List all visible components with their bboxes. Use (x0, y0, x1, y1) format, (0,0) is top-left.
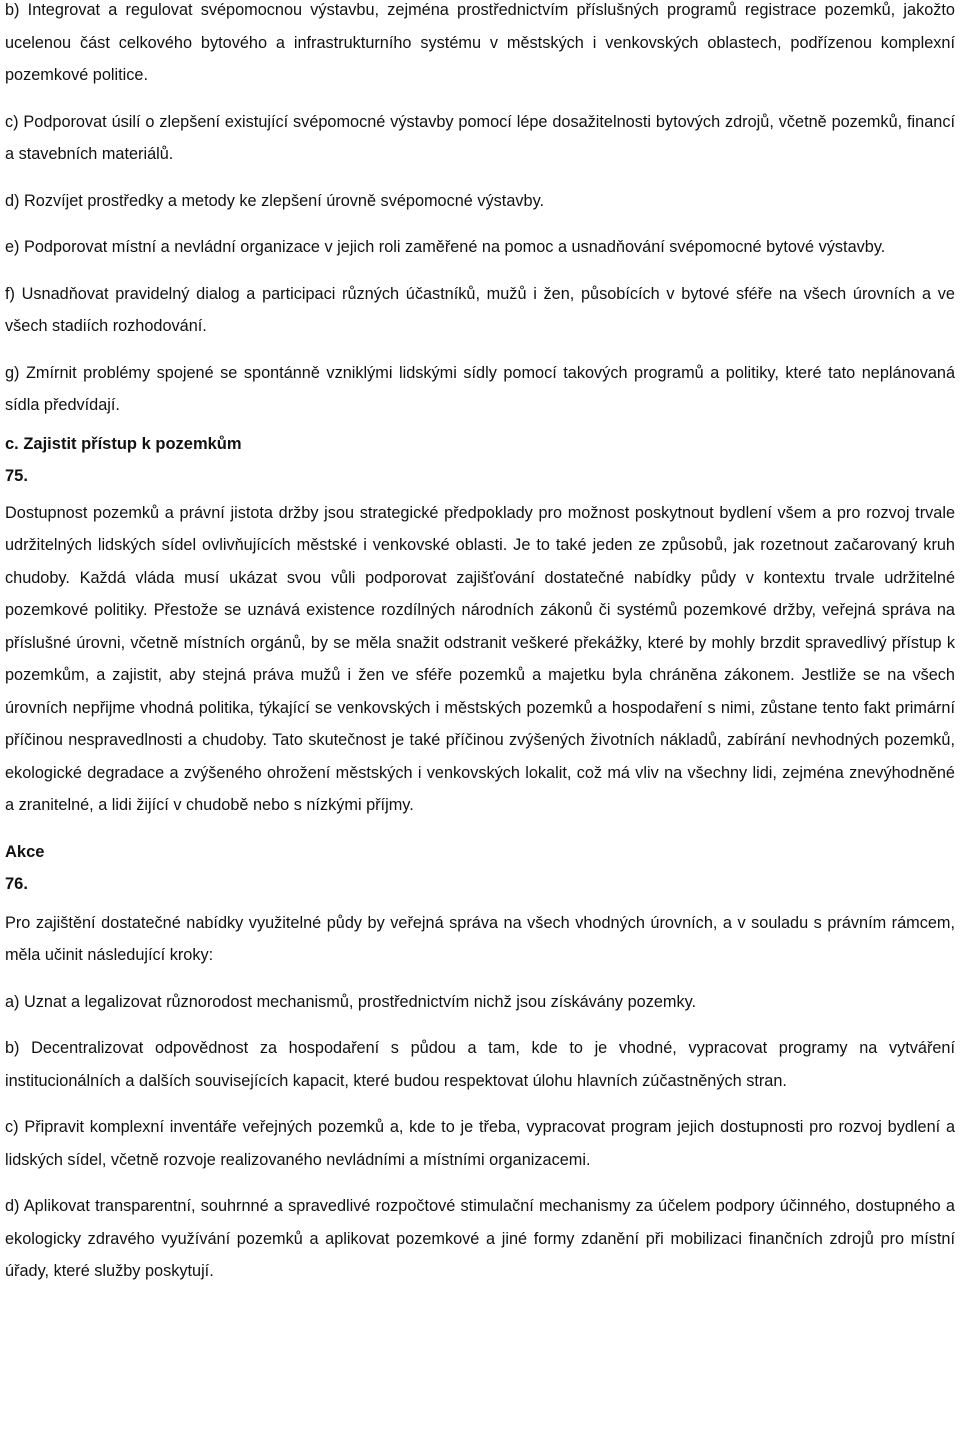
section-number-76: 76. (5, 875, 28, 893)
paragraph-c: c) Podporovat úsilí o zlepšení existující svépomocné výstavby pomocí lépe dosažitelnosti bytových zdrojů, včetně pozemků, financí a stavebních materiálů. (5, 112, 955, 163)
section-heading-akce: Akce (5, 842, 45, 861)
action-item-a: a) Uznat a legalizovat různorodost mechanismů, prostřednictvím nichž jsou získávány pozemky. (5, 992, 697, 1011)
paragraph-g: g) Zmírnit problémy spojené se spontánně vzniklými lidskými sídly pomocí takových programů a politiky, které tato neplánovaná sídla předvídají. (5, 363, 955, 414)
section-number-75: 75. (5, 467, 28, 485)
section-heading-land-access: c. Zajistit přístup k pozemkům (5, 434, 242, 453)
paragraph-d: d) Rozvíjet prostředky a metody ke zlepšení úrovně svépomocné výstavby. (5, 191, 545, 210)
action-item-d: d) Aplikovat transparentní, souhrnné a spravedlivé rozpočtové stimulační mechanismy za účelem podpory účinného, dostupného a ekologicky zdravého využívání pozemků a aplikovat pozemkové a jiné formy zdanění při mobilizaci finančních zdrojů pro místní úřady, které služby poskytují. (5, 1197, 955, 1280)
paragraph-e: e) Podporovat místní a nevládní organizace v jejich roli zaměřené na pomoc a usnadňování svépomocné bytové výstavby. (5, 238, 886, 256)
paragraph-b: b) Integrovat a regulovat svépomocnou výstavbu, zejména prostřednictvím příslušných programů registrace pozemků, jakožto ucelenou část celkového bytového a infrastrukturního systému v městských i venkovských oblastech, podřízenou komplexní pozemkové politice. (5, 1, 955, 84)
paragraph-75-body: Dostupnost pozemků a právní jistota držby jsou strategické předpoklady pro možnost poskytnout bydlení všem a pro rozvoj trvale udržitelných lidských sídel ovlivňujících městské i venkovské oblasti. Je to také jeden ze způsobů, jak rozetnout začarovaný kruh chudoby. Každá vláda musí ukázat svou vůli podporovat zajišťování dostatečné nabídky půdy v kontextu trvale udržitelné pozemkové politiky. Přestože se uznává existence rozdílných národních zákonů či systémů pozemkové držby, veřejná správa na příslušné úrovni, včetně místních orgánů, by se měla snažit odstranit veškeré překážky, které by mohly brzdit spravedlivý přístup k pozemkům, a zajistit, aby stejná práva mužů i žen ve sféře pozemků a majetku byla chráněna zákonem. Jestliže se na všech úrovních nepřijme vhodná politika, týkající se venkovských i městských pozemků a hospodaření s nimi, zůstane tento fakt primární příčinou nespravedlnosti a chudoby. Tato skutečnost je také příčinou zvýšených životních nákladů, zabírání nevhodných pozemků, ekologické degradace a zvýšeného ohrožení městských i venkovských lokalit, což má vliv na všechny lidi, zejména znevýhodněné a zranitelné, a lidi žijící v chudobě nebo s nízkými příjmy. (5, 503, 955, 814)
action-item-c: c) Připravit komplexní inventáře veřejných pozemků a, kde to je třeba, vypracovat program jejich dostupnosti pro rozvoj bydlení a lidských sídel, včetně rozvoje realizovaného nevládními a místními organizacemi. (5, 1118, 955, 1169)
action-item-b: b) Decentralizovat odpovědnost za hospodaření s půdou a tam, kde to je vhodné, vypracovat programy na vytváření institucionálních a dalších souvisejících kapacit, které budou respektovat úlohu hlavních zúčastněných stran. (5, 1039, 955, 1090)
paragraph-76-intro: Pro zajištění dostatečné nabídky využitelné půdy by veřejná správa na všech vhodných úrovních, a v souladu s právním rámcem, měla učinit následující kroky: (5, 913, 955, 964)
paragraph-f: f) Usnadňovat pravidelný dialog a participaci různých účastníků, mužů i žen, působících v bytové sféře na všech úrovních a ve všech stadiích rozhodování. (5, 284, 955, 335)
